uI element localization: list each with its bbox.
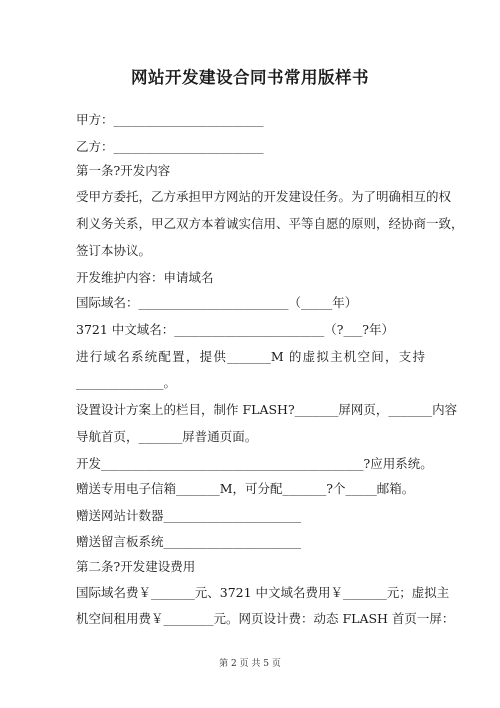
paragraph-line: 签订本协议。 [76, 243, 152, 258]
document-title: 网站开发建设合同书常用版样书 [131, 68, 369, 87]
hosting-line-cont: ______________。 [76, 375, 177, 390]
paragraph-line: 受甲方委托，乙方承担甲方网站的开发建设任务。为了明确相互的权 [76, 189, 452, 204]
fees-line-cont: 机空间租用费￥________元。网页设计费：动态 FLASH 首页一屏： [76, 611, 455, 626]
hosting-line: 进行域名系统配置，提供_______M 的虚拟主机空间，支持 [76, 349, 425, 364]
maintenance-content-line: 开发维护内容：申请域名 [76, 270, 214, 285]
page-footer: 第 2 页 共 5 页 [219, 659, 281, 669]
article-2-heading: 第二条?开发建设费用 [76, 559, 196, 574]
fees-line: 国际域名费￥_______元、3721 中文域名费用￥_______元；虚拟主 [76, 585, 450, 600]
chinese-domain-line: 3721 中文域名：________________________（?___?年） [76, 322, 394, 337]
guestbook-line: 赠送留言板系统______________________ [76, 534, 302, 549]
international-domain-line: 国际域名：________________________（_____年） [76, 295, 358, 310]
article-1-heading: 第一条?开发内容 [76, 163, 171, 178]
counter-line: 赠送网站计数器______________________ [76, 508, 302, 523]
app-system-line: 开发__________________________________________?应用系统。 [76, 456, 433, 471]
page-design-line: 设置设计方案上的栏目，制作 FLASH?_______屏网页，_______内容 [76, 402, 458, 417]
email-line: 赠送专用电子信箱_______M，可分配_______?个_____邮箱。 [76, 481, 415, 496]
party-b-line: 乙方：________________________ [76, 139, 264, 154]
party-a-line: 甲方：________________________ [76, 112, 264, 127]
page-design-line-cont: 导航首页，_______屏普通页面。 [76, 429, 258, 444]
paragraph-line: 利义务关系，甲乙双方本着诚实信用、平等自愿的原则，经协商一致， [76, 216, 464, 231]
